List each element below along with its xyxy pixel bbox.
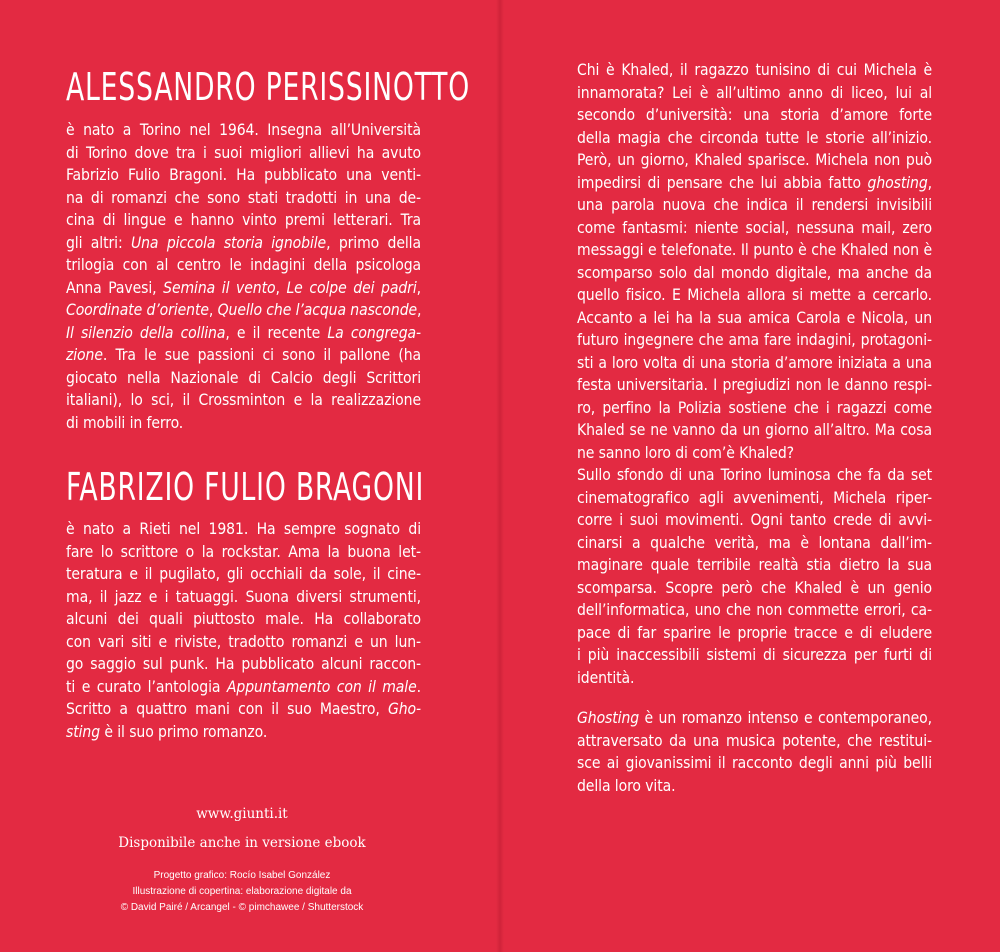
text-line: impedirsi di pensare che lui abbia fatto ghosting, xyxy=(577,173,932,192)
text-line: scomparso solo dal mondo digitale, ma anche da xyxy=(577,263,932,282)
text-line: attraversato da una musica potente, che restitui- xyxy=(577,731,932,750)
text-line: futuro ingegnere che ama fare indagini, protagoni- xyxy=(577,331,932,349)
text-line: sce ai giovanissimi il racconto degli anni più belli xyxy=(577,754,932,772)
publisher-website: www.giunti.it xyxy=(196,806,288,822)
text-line: maginare quale terribile realtà stia dietro la sua xyxy=(577,556,932,574)
text-line: zione. Tra le sue passioni ci sono il pallone (ha xyxy=(66,346,421,364)
text-line: ne sanno loro di com’è Khaled? xyxy=(577,443,794,462)
text-line: Accanto a lei ha la sua amica Carola e Nicola, un xyxy=(577,308,932,327)
text-line: secondo d’università: una storia d’amore forte xyxy=(577,106,932,124)
author1-bio xyxy=(66,119,421,434)
text-line: teratura e il pugilato, gli occhiali da sole, il cine- xyxy=(66,565,421,583)
text-line: ti e curato l’antologia Appuntamento con il male. xyxy=(66,677,422,696)
text-line: Ghosting è un romanzo intenso e contemporaneo, xyxy=(577,709,932,727)
text-line: cina di lingue e hanno vinto premi letterari. Tra xyxy=(66,211,421,229)
text-line: una parola nuova che indica il rendersi invisibili xyxy=(577,196,932,214)
text-line: ma, il jazz e i tatuaggi. Suona diversi strumenti, xyxy=(66,587,421,606)
text-line: giocato nella Nazionale di Calcio degli Scrittori xyxy=(66,368,421,387)
author1-name: ALESSANDRO PERISSINOTTO xyxy=(66,65,470,109)
text-line: ro, perfino la Polizia sostiene che i ragazzi come xyxy=(577,398,932,417)
author2-bio xyxy=(66,518,421,743)
text-line: Scritto a quattro mani con il suo Maestro, Gho- xyxy=(66,700,421,718)
text-line: con vari siti e riviste, tradotto romanzi e un lun- xyxy=(66,632,421,651)
text-line: Fabrizio Fulio Bragoni. Ha pubblicato una venti- xyxy=(66,166,421,184)
text-line: alcuni dei quali piuttosto male. Ha collaborato xyxy=(66,610,421,628)
text-line: sting è il suo primo romanzo. xyxy=(66,722,268,741)
text-line: messaggi e telefonate. Il punto è che Khaled non è xyxy=(577,241,932,259)
text-line: italiani), lo sci, il Crossminton e la realizzazione xyxy=(66,391,421,409)
text-line: come fantasmi: niente social, nessuna mail, zero xyxy=(577,218,932,237)
text-line: della magia che circonda tutte le storie all’inizio. xyxy=(577,128,932,147)
text-line: corre i suoi movimenti. Ogni tanto crede di avvi- xyxy=(577,511,932,529)
text-line: trilogia con al centro le indagini della psicologa xyxy=(66,256,421,274)
text-line: na di romanzi che sono stati tradotti in una de- xyxy=(66,188,421,207)
text-line: cinarsi a qualche verità, ma è lontana dall’im- xyxy=(577,533,932,552)
text-line: Sullo sfondo di una Torino luminosa che fa da set xyxy=(577,466,932,484)
text-line: fare lo scrittore o la rockstar. Ama la buona let- xyxy=(66,542,421,561)
credit-line: © David Pairé / Arcangel - © pimchawee / Shutterstock xyxy=(120,902,364,913)
text-line: go saggio sul punk. Ha pubblicato alcuni raccon- xyxy=(66,655,421,673)
text-line: sti a loro volta di una storia d’amore iniziata a una xyxy=(577,353,932,372)
credits xyxy=(0,868,484,916)
author2-name: FABRIZIO FULIO BRAGONI xyxy=(66,465,425,509)
text-line: quello fisico. E Michela allora si mette a cercarlo. xyxy=(577,286,932,304)
text-line: di mobili in ferro. xyxy=(66,413,184,432)
text-line: della loro vita. xyxy=(577,776,676,795)
credit-line: Illustrazione di copertina: elaborazione digitale da xyxy=(132,886,352,897)
text-line: innamorata? Lei è all’ultimo anno di liceo, lui al xyxy=(577,83,932,102)
text-line: gli altri: Una piccola storia ignobile, primo della xyxy=(66,233,421,252)
text-line: festa universitaria. I pregiudizi non le danno respi- xyxy=(577,376,932,394)
closing-paragraph xyxy=(577,707,932,797)
credit-line: Progetto grafico: Rocío Isabel González xyxy=(153,870,331,881)
text-line: cinematografico agli avvenimenti, Michela riper- xyxy=(577,488,932,507)
text-line: di Torino dove tra i suoi migliori allievi ha avuto xyxy=(66,143,421,162)
text-line: Chi è Khaled, il ragazzo tunisino di cui Michela è xyxy=(577,61,932,79)
text-line: identità. xyxy=(577,668,635,687)
text-line: pace di far sparire le proprie tracce e di eludere xyxy=(577,623,932,642)
text-line: dell’informatica, uno che non commette errori, ca- xyxy=(577,601,932,619)
text-line: Coordinate d’oriente, Quello che l’acqua nasconde, xyxy=(66,301,422,319)
ebook-note: Disponibile anche in versione ebook xyxy=(118,835,366,851)
text-line: Anna Pavesi, Semina il vento, Le colpe dei padri, xyxy=(66,278,421,297)
text-line: è nato a Rieti nel 1981. Ha sempre sognato di xyxy=(66,520,421,538)
text-line: Khaled se ne vanno da un giorno all’altro. Ma cosa xyxy=(577,421,932,439)
text-line: Però, un giorno, Khaled sparisce. Michela non può xyxy=(577,151,932,169)
text-line: scomparsa. Scopre però che Khaled è un genio xyxy=(577,578,932,597)
synopsis xyxy=(577,59,932,689)
text-line: è nato a Torino nel 1964. Insegna all’Università xyxy=(66,121,421,139)
text-line: Il silenzio della collina, e il recente La congrega- xyxy=(66,323,421,342)
text-line: i più inaccessibili sistemi di sicurezza per furti di xyxy=(577,646,932,664)
